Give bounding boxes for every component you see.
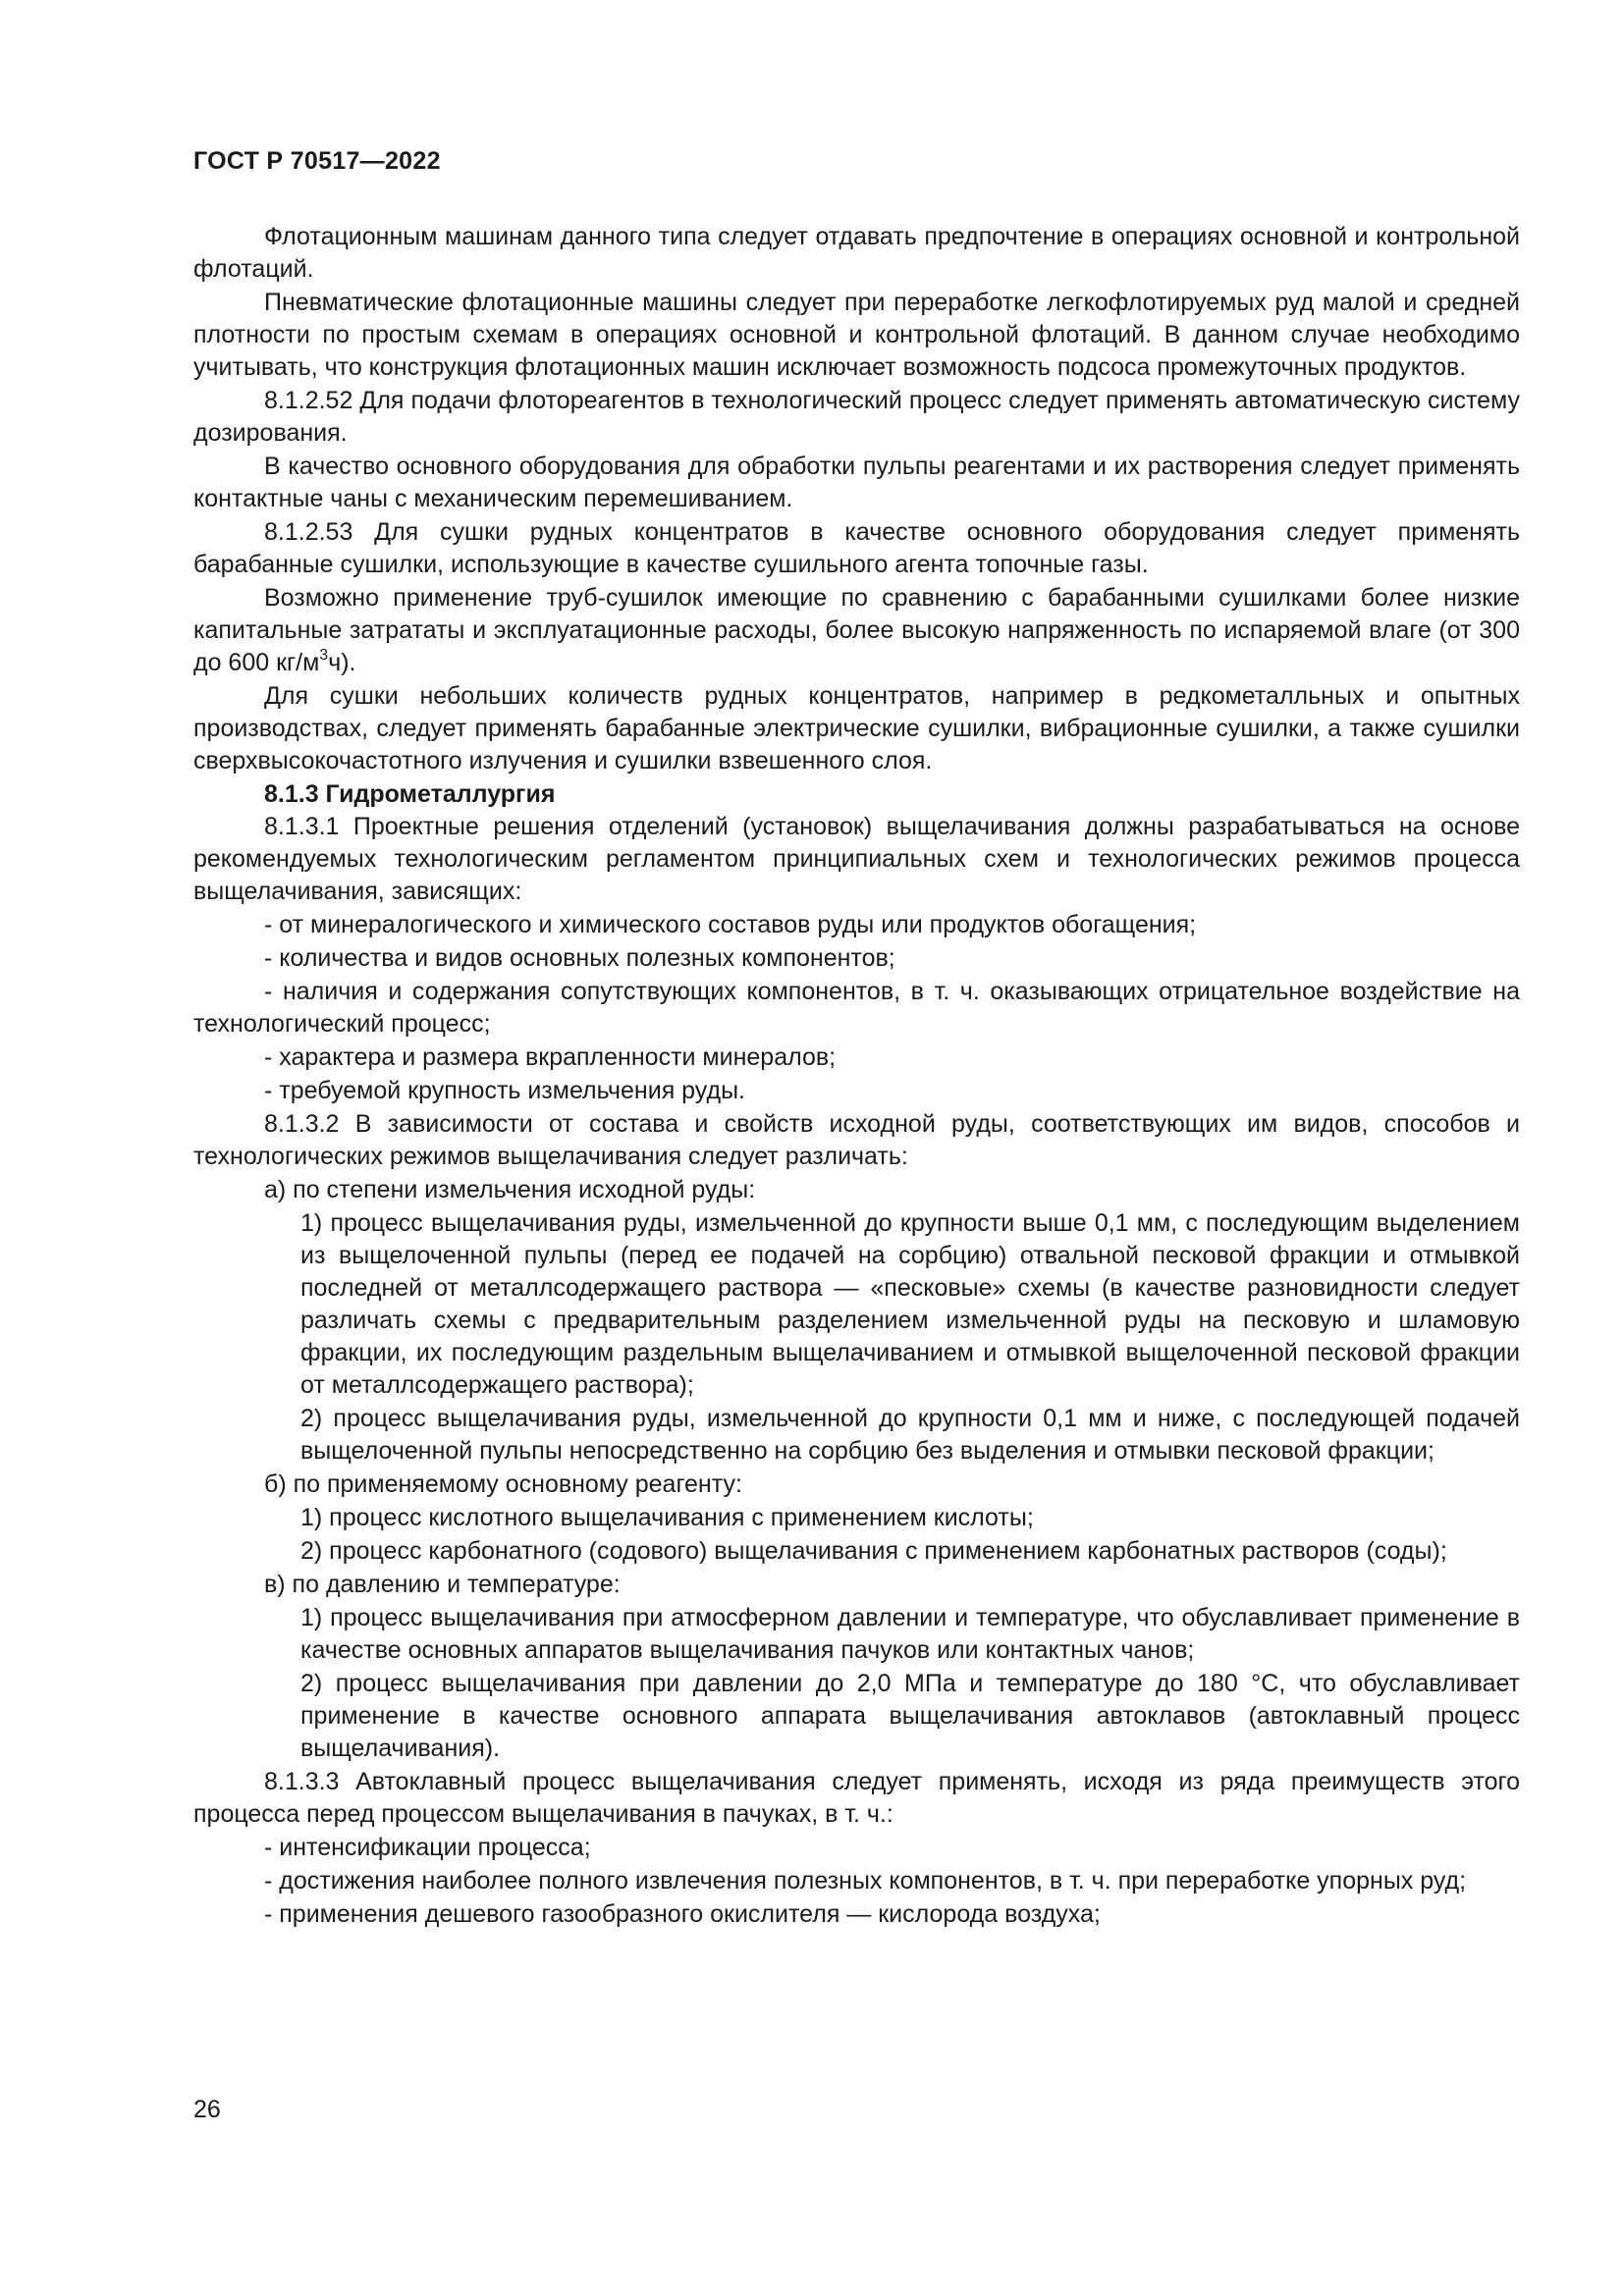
list-item: - от минералогического и химического составов руды или продуктов обогащения;: [264, 911, 1197, 938]
document-header: ГОСТ Р 70517—2022: [193, 147, 441, 175]
list-item: - наличия и содержания сопутствующих компонентов, в т. ч. оказывающих отрицательное воздействие на технологический процесс;: [193, 978, 1520, 1038]
paragraph-with-superscript: [193, 582, 1520, 679]
paragraph: 8.1.2.53 Для сушки рудных концентратов в качестве основного оборудования следует применять барабанные сушилки, использующие в качестве сушильного агента топочные газы.: [193, 518, 1520, 578]
list-item: - применения дешевого газообразного окислителя — кислорода воздуха;: [264, 1900, 1101, 1928]
list-item-level2: 2) процесс выщелачивания при давлении до 2,0 МПа и температуре до 180 °С, что обуславливает применение в качестве основного аппарата выщелачивания автоклавов (автоклавный процесс выщелачивания).: [300, 1670, 1520, 1762]
paragraph: Флотационным машинам данного типа следует отдавать предпочтение в операциях основной и контрольной флотаций.: [193, 223, 1520, 283]
list-item: - характера и размера вкрапленности минералов;: [264, 1043, 837, 1071]
list-item-level1: в) по давлению и температуре:: [264, 1571, 621, 1598]
paragraph: Для сушки небольших количеств рудных концентратов, например в редкометалльных и опытных производствах, следует применять барабанные электрические сушилки, вибрационные сушилки, а также сушилки сверхвысокочастотного излучения и сушилки взвешенного слоя.: [193, 682, 1520, 774]
document-body: [193, 221, 1520, 1932]
list-item: - достижения наиболее полного извлечения полезных компонентов, в т. ч. при переработке упорных руд;: [264, 1867, 1467, 1895]
list-item-level1: а) по степени измельчения исходной руды:: [264, 1176, 756, 1203]
list-item-level2: 1) процесс кислотного выщелачивания с применением кислоты;: [300, 1504, 1034, 1531]
paragraph-text: Возможно применение труб-сушилок имеющие по сравнению с барабанными сушилками более низкие капитальные затрататы и эксплуатационные расходы, более высокую напряженность по испаряемой влаге (от 300 до 600 кг/м: [193, 584, 1520, 676]
paragraph: 8.1.3.2 В зависимости от состава и свойств исходной руды, соответствующих им видов, способов и технологических режимов выщелачивания следует различать:: [193, 1110, 1520, 1170]
paragraph: 8.1.3.3 Автоклавный процесс выщелачивания следует применять, исходя из ряда преимуществ этого процесса перед процессом выщелачивания в пачуках, в т. ч.:: [193, 1768, 1520, 1828]
list-item-level2: 2) процесс выщелачивания руды, измельченной до крупности 0,1 мм и ниже, с последующей подачей выщелоченной пульпы непосредственно на сорбцию без выделения и отмывки песковой фракции;: [300, 1405, 1520, 1465]
list-item-level1: б) по применяемому основному реагенту:: [264, 1470, 742, 1498]
paragraph: В качество основного оборудования для обработки пульпы реагентами и их растворения следует применять контактные чаны с механическим перемешиванием.: [193, 453, 1520, 512]
paragraph: 8.1.2.52 Для подачи флотореагентов в технологический процесс следует применять автоматическую систему дозирования.: [193, 387, 1520, 447]
list-item: - требуемой крупность измельчения руды.: [264, 1077, 745, 1104]
list-item: - интенсификации процесса;: [264, 1834, 591, 1861]
superscript: 3: [319, 646, 329, 664]
page-number: 26: [193, 2096, 221, 2123]
list-item: - количества и видов основных полезных компонентов;: [264, 944, 895, 972]
list-item-level2: 2) процесс карбонатного (содового) выщелачивания с применением карбонатных растворов (соды);: [300, 1537, 1447, 1565]
paragraph-text-end: ч).: [328, 649, 356, 676]
list-item-level2: 1) процесс выщелачивания при атмосферном давлении и температуре, что обуславливает применение в качестве основных аппаратов выщелачивания пачуков или контактных чанов;: [300, 1604, 1520, 1664]
paragraph: 8.1.3.1 Проектные решения отделений (установок) выщелачивания должны разрабатываться на основе рекомендуемых технологическим регламентом принципиальных схем и технологических режимов процесса выщелачивания, зависящих:: [193, 813, 1520, 905]
section-heading: 8.1.3 Гидрометаллургия: [264, 780, 556, 808]
paragraph: Пневматические флотационные машины следует при переработке легкофлотируемых руд малой и средней плотности по простым схемам в операциях основной и контрольной флотаций. В данном случае необходимо учитывать, что конструкция флотационных машин исключает возможность подсоса промежуточных продуктов.: [193, 289, 1520, 381]
list-item-level2: 1) процесс выщелачивания руды, измельченной до крупности выше 0,1 мм, с последующим выделением из выщелоченной пульпы (перед ее подачей на сорбцию) отвальной песковой фракции и отмывкой последней от металлсодержащего раствора — «песковые» схемы (в качестве разновидности следует различать схемы с предварительным разделением измельченной руды на песковую и шламовую фракции, их последующим раздельным выщелачиванием и отмывкой выщелоченной песковой фракции от металлсодержащего раствора);: [300, 1209, 1520, 1399]
